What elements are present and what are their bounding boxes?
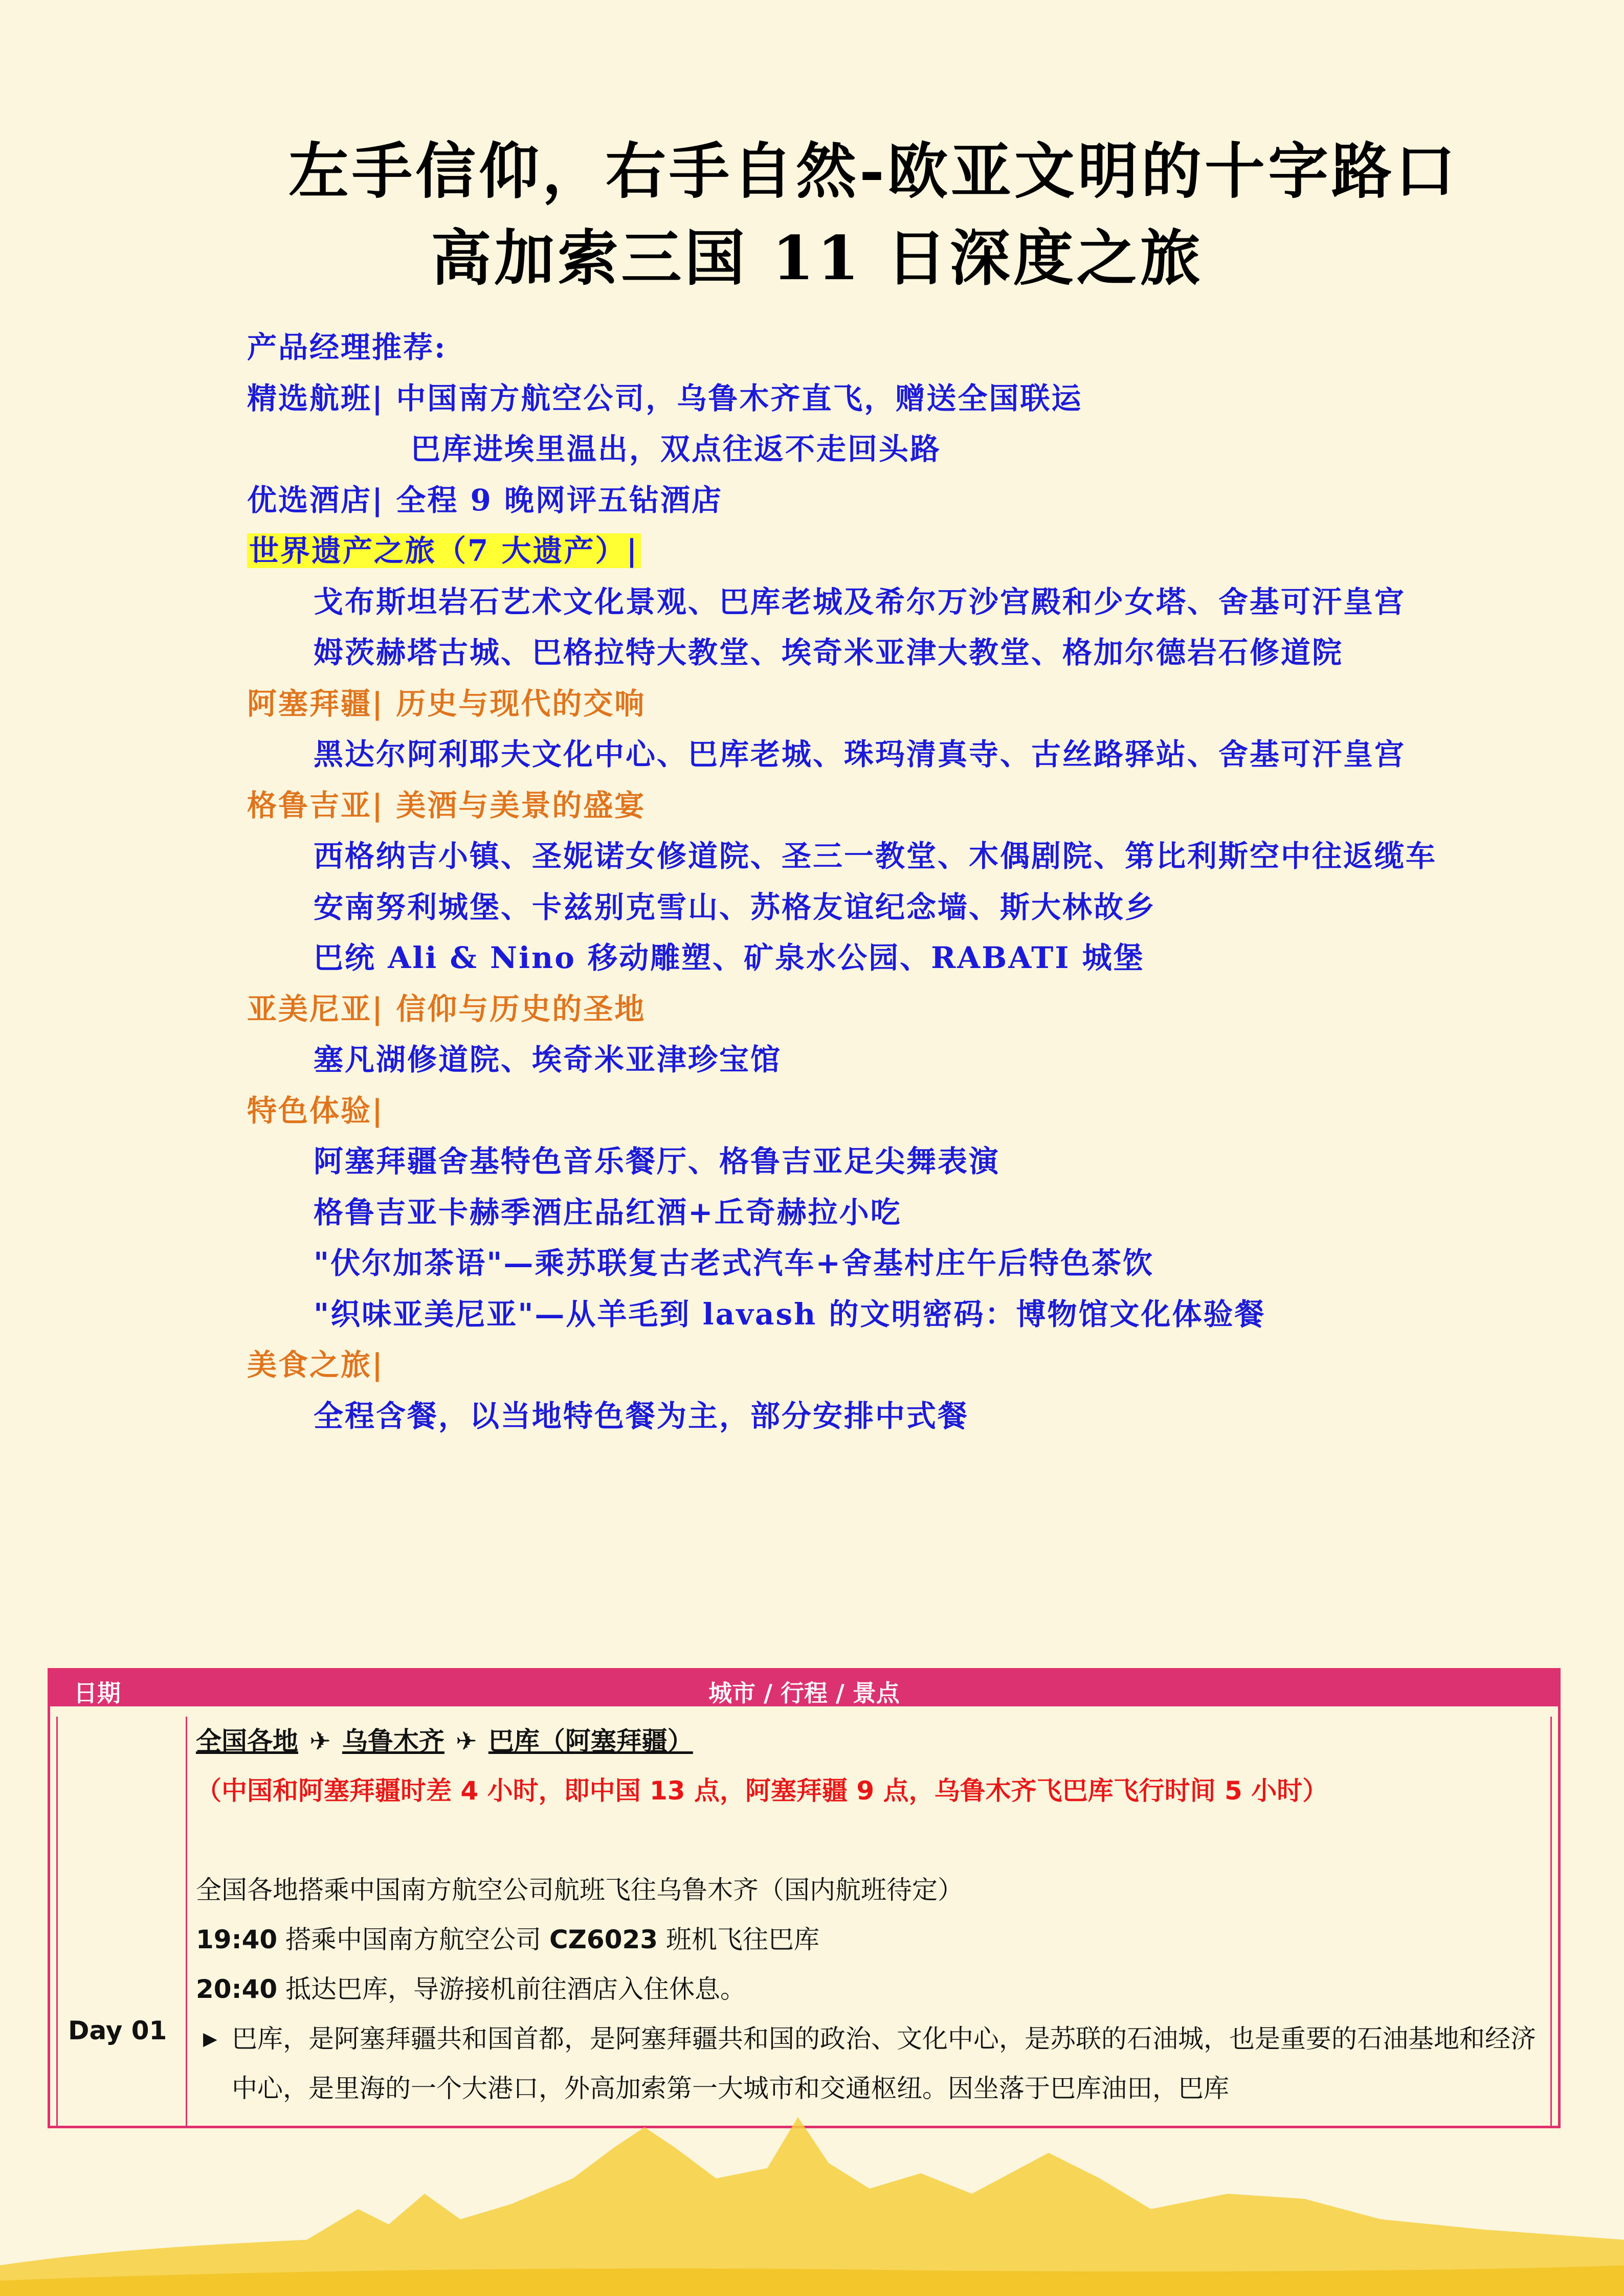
spacer <box>196 1816 1540 1865</box>
recommendation-section <box>247 322 1556 1442</box>
day-cell <box>58 1717 187 2126</box>
experience-line-4: "织味亚美尼亚"—从羊毛到 lavash 的文明密码：博物馆文化体验餐 <box>314 1296 1266 1332</box>
day-content <box>196 1717 1540 2113</box>
experience-label: 特色体验| <box>247 1093 385 1128</box>
armenia-title: 信仰与历史的圣地 <box>396 991 646 1026</box>
itinerary-text: 班机飞往巴库 <box>665 1925 819 1954</box>
time-label: 19:40 <box>196 1925 278 1954</box>
bullet-triangle-icon: ▶ <box>203 2029 217 2050</box>
itinerary-line-3 <box>196 1965 1540 2014</box>
experience-line-2: 格鲁吉亚卡赫季酒庄品红酒+丘奇赫拉小吃 <box>314 1195 902 1230</box>
flight-row-2: 巴库进埃里温出，双点往返不走回头路 <box>411 432 942 466</box>
itinerary-text: 抵达巴库，导游接机前往酒店入住休息。 <box>285 1974 746 2004</box>
itinerary-table <box>48 1668 1561 2128</box>
header-content: 城市 / 行程 / 景点 <box>708 1679 900 1707</box>
flight-number: CZ6023 <box>549 1925 658 1954</box>
heritage-label: 世界遗产之旅（7 大遗产）| <box>247 533 641 568</box>
airplane-icon: ✈ <box>309 1726 331 1756</box>
azerbaijan-title: 历史与现代的交响 <box>396 686 646 721</box>
azerbaijan-line-1: 黑达尔阿利耶夫文化中心、巴库老城、珠玛清真寺、古丝路驿站、舍基可汗皇宫 <box>314 737 1406 772</box>
hotel-row <box>247 475 1556 526</box>
table-header <box>50 1671 1558 1706</box>
azerbaijan-label: 阿塞拜疆| <box>247 686 385 721</box>
azerbaijan-row <box>247 679 1556 730</box>
experience-line-1: 阿塞拜疆舍基特色音乐餐厅、格鲁吉亚足尖舞表演 <box>314 1144 1000 1179</box>
time-label: 20:40 <box>196 1974 278 2004</box>
itinerary-line-1: 全国各地搭乘中国南方航空公司航班飞往乌鲁木齐（国内航班待定） <box>196 1875 963 1905</box>
hotel-label: 优选酒店| <box>247 482 385 517</box>
heritage-line-2: 姆茨赫塔古城、巴格拉特大教堂、埃奇米亚津大教堂、格加尔德岩石修道院 <box>314 635 1344 670</box>
armenia-line-1: 塞凡湖修道院、埃奇米亚津珍宝馆 <box>314 1042 782 1077</box>
itinerary-text: 搭乘中国南方航空公司 <box>285 1925 542 1954</box>
route-line <box>196 1717 1540 1766</box>
recommend-heading: 产品经理推荐: <box>247 330 447 365</box>
experience-line-3: "伏尔加茶语"—乘苏联复古老式汽车+舍基村庄午后特色茶饮 <box>314 1246 1154 1280</box>
day-label: Day 01 <box>68 2016 167 2045</box>
heritage-row <box>247 526 1556 577</box>
food-line-1: 全程含餐，以当地特色餐为主，部分安排中式餐 <box>314 1398 969 1433</box>
baku-text: 巴库，是阿塞拜疆共和国首都，是阿塞拜疆共和国的政治、文化中心，是苏联的石油城，也是重要的石油基地和经济中心，是里海的一个大港口，外高加索第一大城市和交通枢纽。因坐落于巴库油田，巴库 <box>232 2024 1536 2103</box>
airplane-icon: ✈ <box>455 1726 477 1756</box>
georgia-label: 格鲁吉亚| <box>247 787 385 823</box>
armenia-label: 亚美尼亚| <box>247 991 385 1026</box>
armenia-row <box>247 984 1556 1035</box>
header-date: 日期 <box>74 1679 121 1707</box>
baku-description <box>196 2014 1540 2113</box>
georgia-line-2: 安南努利城堡、卡兹别克雪山、苏格友谊纪念墙、斯大林故乡 <box>314 889 1156 925</box>
flight-label: 精选航班| <box>247 380 385 416</box>
table-row <box>56 1717 1552 2126</box>
page-title-line1: 左手信仰，右手自然-欧亚文明的十字路口 <box>288 136 1458 207</box>
itinerary-line-2 <box>196 1915 1540 1965</box>
footer-silhouette-illustration <box>0 2117 1624 2296</box>
timezone-note: （中国和阿塞拜疆时差 4 小时，即中国 13 点，阿塞拜疆 9 点，乌鲁木齐飞巴库飞行时间 5 小时） <box>196 1776 1328 1806</box>
georgia-line-1: 西格纳吉小镇、圣妮诺女修道院、圣三一教堂、木偶剧院、第比利斯空中往返缆车 <box>314 839 1437 873</box>
route-origin: 全国各地 <box>196 1726 298 1756</box>
route-stop: 乌鲁木齐 <box>342 1726 444 1756</box>
food-label: 美食之旅| <box>247 1347 385 1382</box>
heritage-line-1: 戈布斯坦岩石艺术文化景观、巴库老城及希尔万沙宫殿和少女塔、舍基可汗皇宫 <box>314 584 1406 619</box>
page-title-line2: 高加索三国 11 日深度之旅 <box>431 222 1204 294</box>
flight-text: 中国南方航空公司，乌鲁木齐直飞，赠送全国联运 <box>396 380 1083 416</box>
hotel-text: 全程 9 晚网评五钻酒店 <box>396 482 723 517</box>
georgia-row <box>247 780 1556 831</box>
georgia-line-3: 巴统 Ali & Nino 移动雕塑、矿泉水公园、RABATI 城堡 <box>314 940 1145 975</box>
flight-row <box>247 373 1556 424</box>
route-destination: 巴库（阿塞拜疆） <box>488 1726 693 1756</box>
georgia-title: 美酒与美景的盛宴 <box>396 787 646 823</box>
